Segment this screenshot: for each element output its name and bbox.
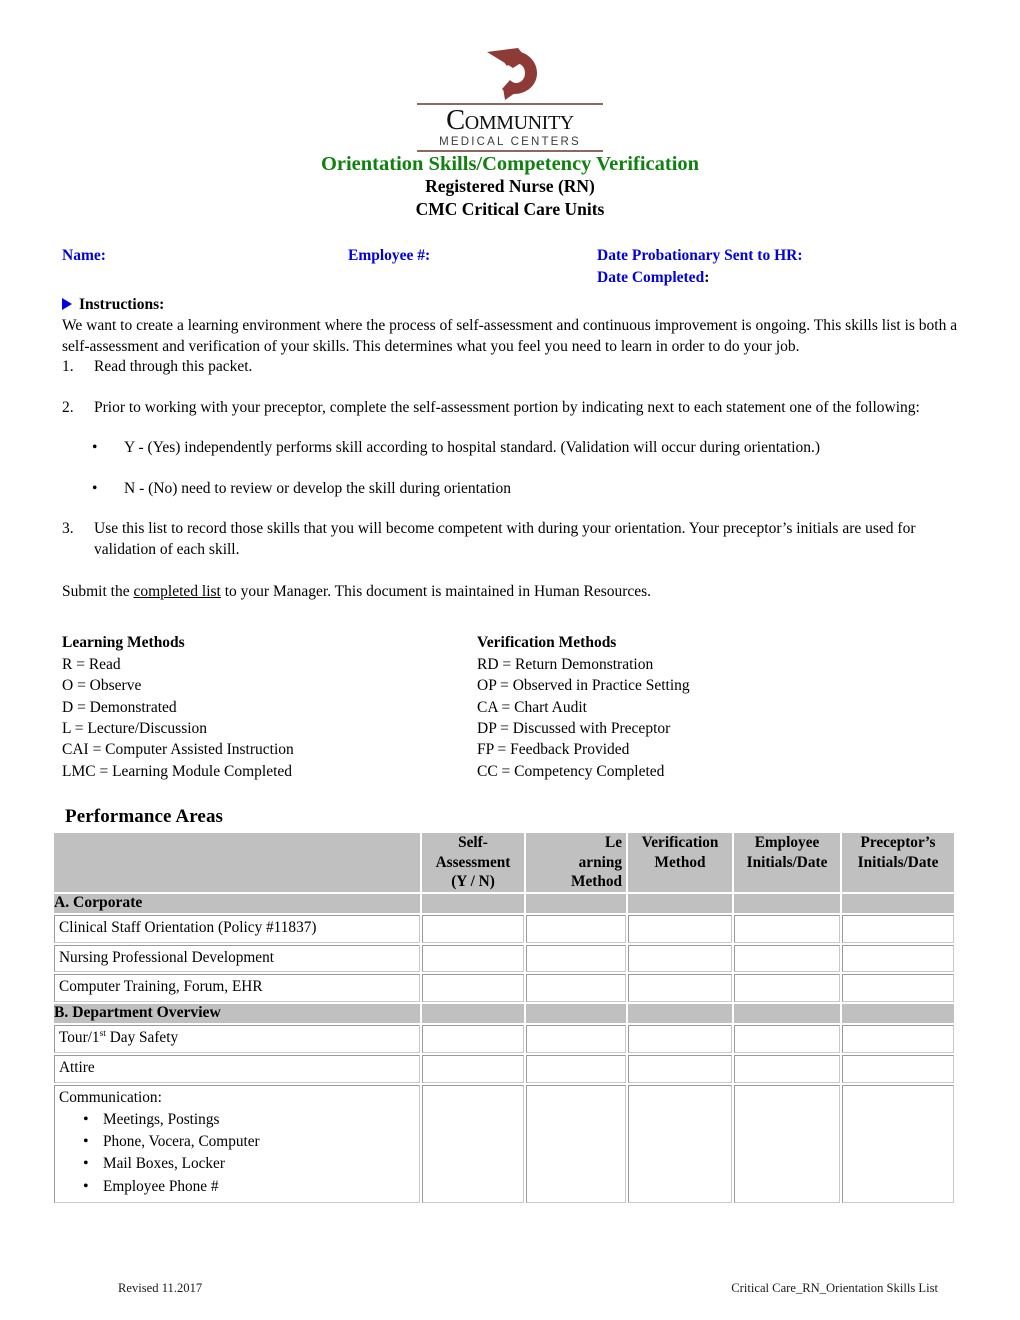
learning-method-line3: Method xyxy=(571,873,622,891)
section-filler xyxy=(842,894,954,913)
completed-list-underlined: completed list xyxy=(133,583,221,601)
section-filler xyxy=(842,1004,954,1023)
learning-method-line2: arning xyxy=(578,853,622,871)
date-completed-colon: : xyxy=(704,268,710,286)
instructions-heading-text: Instructions: xyxy=(79,295,165,313)
form-fields-row xyxy=(0,247,1020,295)
section-filler xyxy=(526,1004,626,1023)
table-section-row xyxy=(54,894,954,913)
learning-method-item: LMC = Learning Module Completed xyxy=(62,762,293,780)
employee-initials-line1: Employee xyxy=(754,834,820,852)
page-title: Orientation Skills/Competency Verification xyxy=(320,152,700,175)
preceptor-initials-input[interactable] xyxy=(842,1085,954,1203)
preceptor-initials-input[interactable] xyxy=(842,1055,954,1083)
self-assessment-line2: Assessment xyxy=(435,853,511,871)
preceptor-initials-input[interactable] xyxy=(842,945,954,973)
self-assessment-input[interactable] xyxy=(422,1055,524,1083)
bullet-dot-icon: • xyxy=(92,479,98,497)
section-filler xyxy=(526,894,626,913)
learning-method-item: O = Observe xyxy=(62,677,142,695)
preceptor-initials-input[interactable] xyxy=(842,1025,954,1053)
self-assessment-input[interactable] xyxy=(422,1085,524,1203)
instructions-heading xyxy=(62,295,962,315)
date-completed-label[interactable] xyxy=(597,269,709,287)
table-row xyxy=(54,945,954,973)
list-item-text: Y - (Yes) independently performs skill according to hospital standard. (Validation will occur during orientation.) xyxy=(124,439,821,457)
self-assessment-input[interactable] xyxy=(422,915,524,943)
logo-block xyxy=(0,0,1020,152)
self-assessment-line1: Self- xyxy=(458,834,488,852)
learning-method-input[interactable] xyxy=(526,945,626,973)
bullet-dot-icon: • xyxy=(83,1155,89,1173)
self-assessment-line3: (Y / N) xyxy=(451,873,495,891)
skill-label xyxy=(54,1085,420,1203)
list-item xyxy=(62,357,962,377)
learning-method-item: D = Demonstrated xyxy=(62,698,177,716)
skills-table xyxy=(52,831,956,1205)
column-header-skill xyxy=(54,833,420,892)
verification-methods-column xyxy=(477,632,897,782)
list-item-text: Prior to working with your preceptor, complete the self-assessment portion by indicating next to each statement one of the following: xyxy=(94,398,920,416)
skill-label: Nursing Professional Development xyxy=(54,945,420,973)
learning-methods-column xyxy=(62,632,477,782)
skill-label: Attire xyxy=(54,1055,420,1083)
page-footer xyxy=(0,1281,1020,1296)
section-filler xyxy=(628,894,732,913)
column-header-employee-initials xyxy=(734,833,840,892)
skill-label: Computer Training, Forum, EHR xyxy=(54,974,420,1002)
section-filler xyxy=(734,1004,840,1023)
table-row xyxy=(54,915,954,943)
submit-instruction xyxy=(62,582,962,602)
section-filler xyxy=(422,1004,524,1023)
verification-method-input[interactable] xyxy=(628,915,732,943)
list-item-text: Read through this packet. xyxy=(94,358,253,376)
verification-method-input[interactable] xyxy=(628,1085,732,1203)
section-filler xyxy=(422,894,524,913)
skill-label-text: Communication: xyxy=(59,1089,162,1107)
date-probationary-sent-label[interactable]: Date Probationary Sent to HR: xyxy=(597,246,803,264)
verification-method-item: FP = Feedback Provided xyxy=(477,741,630,759)
bullet-dot-icon: • xyxy=(83,1111,89,1129)
verification-method-item: CC = Competency Completed xyxy=(477,762,665,780)
list-item xyxy=(92,438,962,458)
verification-method-item: DP = Discussed with Preceptor xyxy=(477,719,671,737)
learning-method-input[interactable] xyxy=(526,1085,626,1203)
footer-document-name: Critical Care_RN_Orientation Skills List xyxy=(731,1281,938,1295)
learning-method-input[interactable] xyxy=(526,1055,626,1083)
table-header-row xyxy=(54,833,954,892)
performance-areas-heading: Performance Areas xyxy=(65,806,224,828)
submit-post-text: to your Manager. This document is maintained in Human Resources. xyxy=(220,583,652,601)
page-subtitle-role: Registered Nurse (RN) xyxy=(425,176,595,197)
instructions-block xyxy=(0,295,1020,603)
verification-method-item: OP = Observed in Practice Setting xyxy=(477,677,690,695)
table-row xyxy=(54,1085,954,1203)
column-header-verification-method xyxy=(628,833,732,892)
employee-initials-input[interactable] xyxy=(734,974,840,1002)
skill-sub-bullet-list xyxy=(59,1109,415,1198)
employee-initials-input[interactable] xyxy=(734,915,840,943)
verification-method-input[interactable] xyxy=(628,1055,732,1083)
list-item xyxy=(92,479,962,499)
list-item xyxy=(62,398,962,418)
learning-method-item: CAI = Computer Assisted Instruction xyxy=(62,741,294,759)
list-item-text: N - (No) need to review or develop the skill during orientation xyxy=(124,479,511,497)
table-row xyxy=(54,1025,954,1053)
skill-label xyxy=(54,1025,420,1053)
table-row xyxy=(54,974,954,1002)
list-item-text: Meetings, Postings xyxy=(103,1111,220,1129)
column-header-learning-method xyxy=(526,833,626,892)
instructions-sublist xyxy=(62,438,962,499)
list-item xyxy=(83,1153,415,1175)
learning-method-item: R = Read xyxy=(62,655,121,673)
section-title-b: B. Department Overview xyxy=(54,1004,420,1023)
table-row xyxy=(54,1055,954,1083)
community-medical-centers-logo xyxy=(417,46,603,152)
list-item xyxy=(83,1176,415,1198)
employee-initials-input[interactable] xyxy=(734,1055,840,1083)
list-item-text: Phone, Vocera, Computer xyxy=(103,1133,260,1151)
list-item xyxy=(62,519,962,560)
column-header-preceptor-initials xyxy=(842,833,954,892)
instructions-intro: We want to create a learning environment where the process of self-assessment and continuous improvement is ongoing. This skills list is both a self-assessment and verification of your skills. This determines what you feel you need to learn in order to do your job. xyxy=(62,317,958,355)
verification-method-item: RD = Return Demonstration xyxy=(477,655,654,673)
methods-block xyxy=(0,632,1020,782)
verification-method-input[interactable] xyxy=(628,1025,732,1053)
list-item-text: Use this list to record those skills that you will become competent with during your orientation. Your preceptor’s initials are used for validation of each skill. xyxy=(94,520,916,558)
verification-method-input[interactable] xyxy=(628,974,732,1002)
list-item-text: Mail Boxes, Locker xyxy=(103,1155,225,1173)
submit-pre-text: Submit the xyxy=(62,583,134,601)
section-filler xyxy=(628,1004,732,1023)
self-assessment-input[interactable] xyxy=(422,974,524,1002)
preceptor-initials-line2: Initials/Date xyxy=(857,853,939,871)
bullet-dot-icon: • xyxy=(83,1133,89,1151)
skill-label-pre: Tour/1 xyxy=(59,1029,100,1047)
learning-method-line1: Le xyxy=(605,834,622,852)
logo-mark-icon xyxy=(417,46,603,102)
name-field-label[interactable]: Name: xyxy=(62,246,106,264)
skill-label: Clinical Staff Orientation (Policy #11837) xyxy=(54,915,420,943)
logo-wordmark: Community xyxy=(446,105,574,136)
bullet-dot-icon: • xyxy=(92,439,98,457)
skills-table-wrapper xyxy=(0,831,1020,1205)
self-assessment-input[interactable] xyxy=(422,945,524,973)
skill-label-post: Day Safety xyxy=(105,1029,179,1047)
employee-initials-input[interactable] xyxy=(734,945,840,973)
list-item-number: 1. xyxy=(62,358,74,376)
triangle-right-icon xyxy=(62,298,72,310)
instructions-list xyxy=(62,357,962,560)
table-section-row xyxy=(54,1004,954,1023)
list-item-number: 3. xyxy=(62,520,74,538)
verification-method-input[interactable] xyxy=(628,945,732,973)
preceptor-initials-line1: Preceptor’s xyxy=(860,834,936,852)
preceptor-initials-input[interactable] xyxy=(842,974,954,1002)
list-item xyxy=(83,1131,415,1153)
bullet-dot-icon: • xyxy=(83,1177,89,1195)
preceptor-initials-input[interactable] xyxy=(842,915,954,943)
verification-method-line1: Verification xyxy=(641,834,719,852)
list-item xyxy=(83,1109,415,1131)
learning-method-input[interactable] xyxy=(526,915,626,943)
logo-bottom-rule xyxy=(417,150,603,152)
logo-subtext: MEDICAL CENTERS xyxy=(439,135,581,148)
learning-method-item: L = Lecture/Discussion xyxy=(62,719,208,737)
learning-method-input[interactable] xyxy=(526,1025,626,1053)
section-title-a: A. Corporate xyxy=(54,894,420,913)
employee-initials-input[interactable] xyxy=(734,1085,840,1203)
list-item-text: Employee Phone # xyxy=(103,1177,219,1195)
list-item-number: 2. xyxy=(62,398,74,416)
employee-number-field-label[interactable]: Employee #: xyxy=(348,246,431,264)
footer-revision: Revised 11.2017 xyxy=(118,1281,203,1295)
learning-method-input[interactable] xyxy=(526,974,626,1002)
date-completed-text: Date Completed xyxy=(597,268,705,286)
column-header-self-assessment xyxy=(422,833,524,892)
self-assessment-input[interactable] xyxy=(422,1025,524,1053)
section-filler xyxy=(734,894,840,913)
verification-method-line2: Method xyxy=(654,853,706,871)
verification-methods-heading: Verification Methods xyxy=(477,634,617,652)
employee-initials-input[interactable] xyxy=(734,1025,840,1053)
learning-methods-heading: Learning Methods xyxy=(62,634,185,652)
employee-initials-line2: Initials/Date xyxy=(746,853,828,871)
page-subtitle-unit: CMC Critical Care Units xyxy=(415,199,605,220)
skill-label-ordinal: st xyxy=(99,1029,106,1040)
verification-method-item: CA = Chart Audit xyxy=(477,698,587,716)
